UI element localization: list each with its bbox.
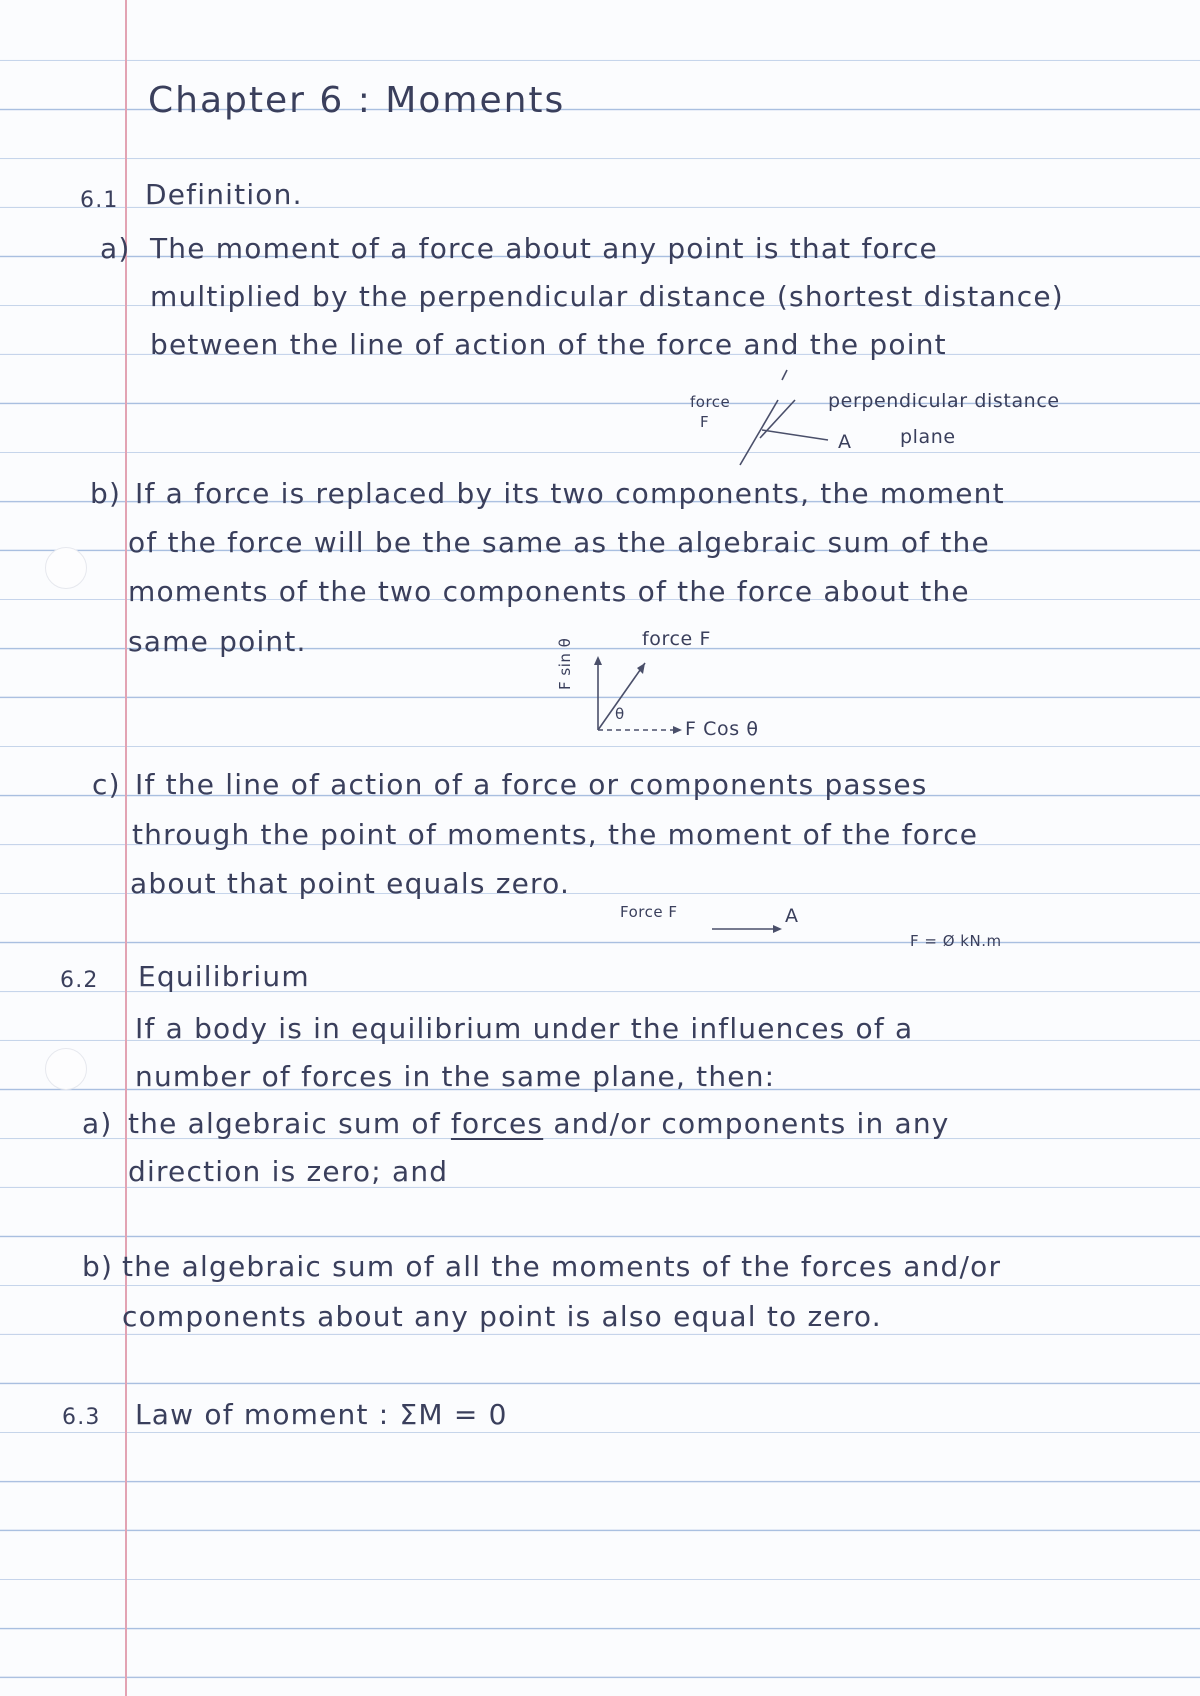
definition-c-line-3: about that point equals zero. xyxy=(130,867,571,900)
equilibrium-a-text-pre: the algebraic sum of xyxy=(128,1107,441,1140)
diagram-a-f-label: F xyxy=(700,413,710,431)
diagram-b-force-label: force F xyxy=(642,628,712,650)
diagram-a-plane-label: plane xyxy=(900,426,956,448)
item-a-marker: a) xyxy=(100,232,131,265)
equilibrium-item-a-marker: a) xyxy=(82,1107,113,1140)
diagram-b-theta-label: θ xyxy=(615,705,625,723)
definition-b-line-4: same point. xyxy=(128,625,307,658)
forces-underlined: forces xyxy=(450,1107,544,1140)
plane-line xyxy=(782,370,787,380)
equilibrium-intro-line-1: If a body is in equilibrium under the influences of a xyxy=(135,1012,914,1045)
equilibrium-a-line-1 xyxy=(128,1107,950,1140)
item-b-marker: b) xyxy=(90,477,122,510)
definition-a-line-1: The moment of a force about any point is that force xyxy=(150,232,938,265)
diagram-c-equation: F = Ø kN.m xyxy=(910,932,1002,950)
section-number-6-2: 6.2 xyxy=(60,968,99,993)
binder-hole-2 xyxy=(45,1048,87,1090)
force-line xyxy=(740,400,778,465)
definition-a-line-3: between the line of action of the force and the point xyxy=(150,328,947,361)
diagram-a-force-label: force xyxy=(690,393,731,411)
section-number-6-3: 6.3 xyxy=(62,1405,101,1430)
section-number-6-1: 6.1 xyxy=(80,188,119,213)
diagram-a-perpendicular-label: perpendicular distance xyxy=(828,390,1060,412)
equilibrium-b-line-2: components about any point is also equal to zero. xyxy=(122,1300,882,1333)
section-heading-definition: Definition. xyxy=(145,178,303,211)
section-heading-equilibrium: Equilibrium xyxy=(138,960,310,993)
item-c-marker: c) xyxy=(92,768,121,801)
definition-b-line-3: moments of the two components of the force about the xyxy=(128,575,970,608)
equilibrium-a-line-2: direction is zero; and xyxy=(128,1155,449,1188)
perpendicular-line xyxy=(762,430,828,440)
perpendicular-distance-pointer xyxy=(760,400,795,438)
binder-hole-1 xyxy=(45,547,87,589)
diagram-c-force-label: Force F xyxy=(620,903,678,921)
definition-b-line-1: If a force is replaced by its two components, the moment xyxy=(135,477,1005,510)
definition-b-line-2: of the force will be the same as the algebraic sum of the xyxy=(128,526,990,559)
definition-c-line-2: through the point of moments, the moment of the force xyxy=(132,818,979,851)
diagram-a-point-a: A xyxy=(838,431,852,453)
equilibrium-intro-line-2: number of forces in the same plane, then: xyxy=(135,1060,776,1093)
definition-c-line-1: If the line of action of a force or components passes xyxy=(135,768,928,801)
diagram-b-sin-label: F sin θ xyxy=(556,637,574,690)
definition-a-line-2: multiplied by the perpendicular distance (shortest distance) xyxy=(150,280,1064,313)
equilibrium-b-line-1: the algebraic sum of all the moments of the forces and/or xyxy=(122,1250,1002,1283)
equilibrium-item-b-marker: b) xyxy=(82,1250,114,1283)
diagram-c-point-a: A xyxy=(785,905,799,927)
law-of-moment: Law of moment : ΣM = 0 xyxy=(135,1398,508,1431)
equilibrium-a-text-post: and/or components in any xyxy=(553,1107,950,1140)
page-title: Chapter 6 : Moments xyxy=(148,80,566,121)
diagram-b-cos-label: F Cos θ xyxy=(685,718,759,740)
